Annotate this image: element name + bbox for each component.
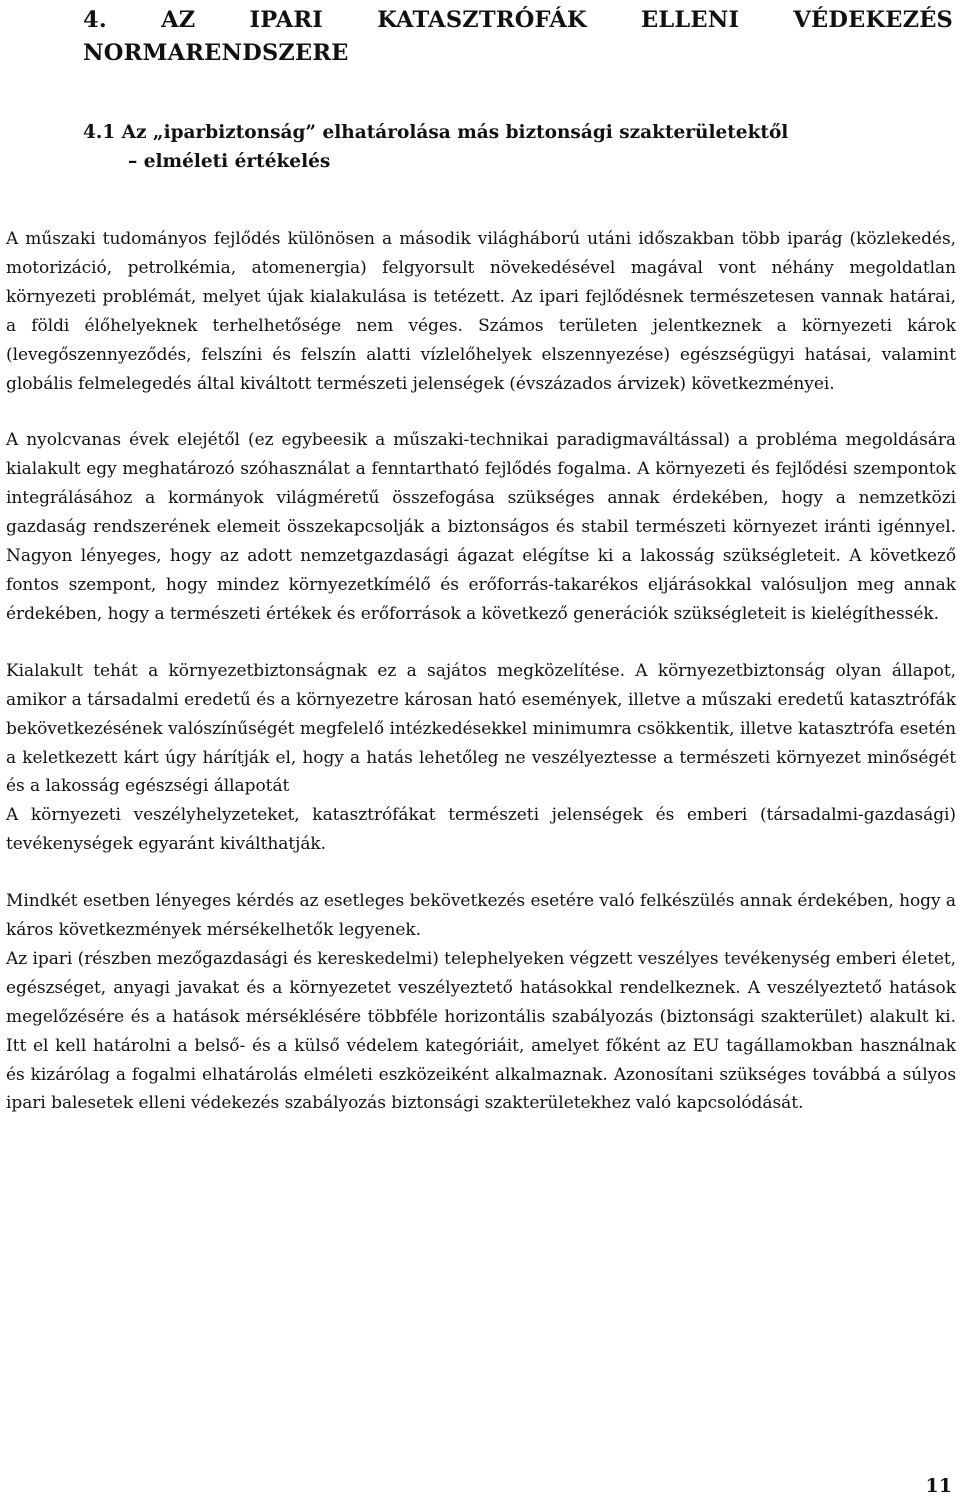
paragraph-3: Kialakult tehát a környezetbiztonságnak ez a sajátos megközelítése. A környezetbiztonság olyan állapot, amikor a társadalmi eredetű és a környezetre károsan ható események, illetve a műszaki eredetű katasztrófák bekövetkezésének valószínűségét megfelelő intézkedésekkel minimumra csökkentik, illetve katasztrófa esetén a keletkezett kárt úgy hárítják el, hogy a hatás lehetőleg ne veszélyeztesse a természeti környezet minőségét és a lakosság egészségi állapotát [6,660,956,797]
paragraph-5: Mindkét esetben lényeges kérdés az esetleges bekövetkezés esetére való felkészülés annak érdekében, hogy a káros következmények mérsékelhetők legyenek. [6,891,956,941]
paragraph-6: Az ipari (részben mezőgazdasági és kereskedelmi) telephelyeken végzett veszélyes tevékenység emberi életet, egészséget, anyagi javakat és a környezetet veszélyeztető hatásokkal rendelkeznek. A veszélyeztető hatások megelőzésére és a hatások mérséklésére többféle horizontális szabályozás (biztonsági szakterület) alakult ki. Itt el kell határolni a belső- és a külső védelem kategóriáit, amelyet főként az EU tagállamokban használnak és kizárólag a fogalmi elhatárolás elméleti eszközeiként alkalmaznak. Azonosítani szükséges továbbá a súlyos ipari balesetek elleni védekezés szabályozás biztonsági szakterületekhez való kapcsolódását. [6,948,956,1114]
paragraph-4: A környezeti veszélyhelyzeteket, katasztrófákat természeti jelenségek és emberi (társadalmi-gazdasági) tevékenységek egyaránt kiválthatják. [6,805,956,855]
page-number: 11 [925,1475,952,1497]
paragraph-2: A nyolcvanas évek elejétől (ez egybeesik a műszaki-technikai paradigmaváltással) a probléma megoldására kialakult egy meghatározó szóhasználat a fenntartható fejlődés fogalma. A környezeti és fejlődési szempontok integrálásához a kormányok világméretű összefogása szükséges annak érdekében, hogy a nemzetközi gazdaság rendszerének elemeit összekapcsolják a biztonságos és stabil természeti környezet iránti igénnyel. Nagyon lényeges, hogy az adott nemzetgazdasági ágazat elégítse ki a lakosság szükségleteit. A következő fontos szempont, hogy mindez környezetkímélő és erőforrás-takarékos eljárásokkal valósuljon meg annak érdekében, hogy a természeti értékek és erőforrások a következő generációk szükségleteit is kielégíthessék. [6,430,956,624]
section-title [83,118,953,176]
section-title-line-1: 4.1 Az „iparbiztonság” elhatárolása más biztonsági szakterületektől [83,122,789,143]
paragraph-1: A műszaki tudományos fejlődés különösen a második világháború utáni időszakban több iparág (közlekedés, motorizáció, petrolkémia, atomenergia) felgyorsult növekedésével magával vont néhány megoldatlan környezeti problémát, melyet újak kialakulása is tetézett. Az ipari fejlődésnek természetesen vannak határai, a földi élőhelyeknek terhelhetősége nem véges. Számos területen jelentkeznek a környezeti károk (levegőszennyeződés, felszíni és felszín alatti vízlelőhelyek elszennyezése) egészségügyi hatásai, valamint globális felmelegedés által kiváltott természeti jelenségek (évszázados árvizek) következményei. [6,229,956,394]
section-title-line-2: – elméleti értékelés [128,151,331,172]
body-text [6,225,956,1118]
chapter-title: 4. AZ IPARI KATASZTRÓFÁK ELLENI VÉDEKEZÉS NORMARENDSZERE [83,7,953,66]
